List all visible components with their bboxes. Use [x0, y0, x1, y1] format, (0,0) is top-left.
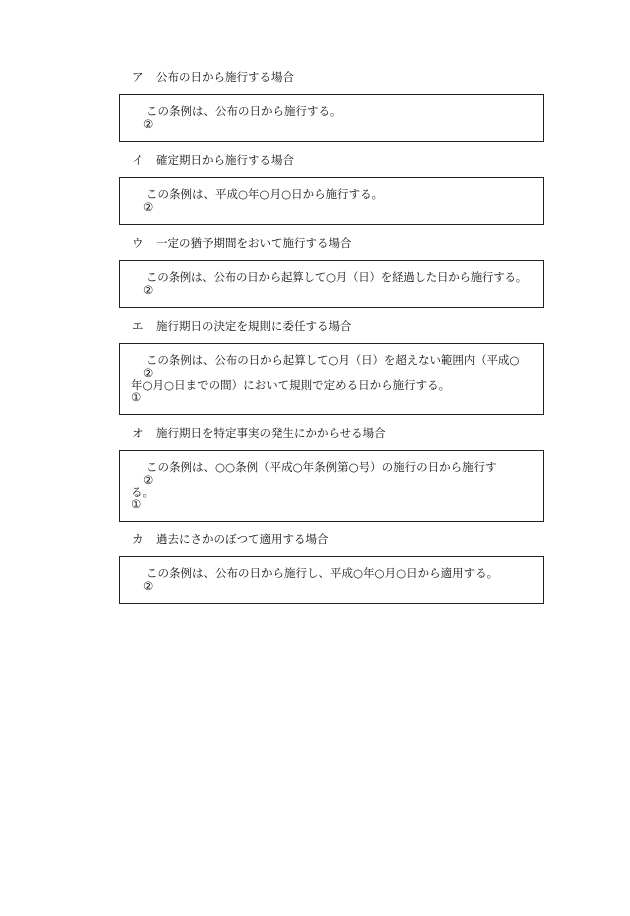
example-line-1: この条例は、平成○年○月○日から施行する。: [146, 187, 384, 201]
footnote-mark: ②: [143, 473, 154, 487]
footnote-mark: ①: [131, 497, 142, 511]
example-line-2: る。: [131, 485, 154, 499]
example-line-1: この条例は、公布の日から起算して○月（日）を経過した日から施行する。: [146, 270, 528, 284]
example-box-a: [119, 94, 544, 142]
example-box-e: [119, 343, 544, 415]
example-line-1: この条例は、公布の日から施行する。: [146, 104, 342, 118]
section-heading-e: [132, 319, 352, 333]
section-heading-i: [132, 153, 294, 167]
example-line-1: この条例は、公布の日から起算して○月（日）を超えない範囲内（平成○: [146, 353, 520, 367]
example-box-ka: [119, 556, 544, 604]
section-label: イ: [132, 153, 144, 167]
footnote-mark: ①: [131, 390, 142, 404]
footnote-mark: ②: [143, 283, 154, 297]
footnote-mark: ②: [143, 200, 154, 214]
footnote-mark: ②: [143, 117, 154, 131]
section-heading-o: [132, 426, 386, 440]
section-title: 施行期日を特定事実の発生にかからせる場合: [156, 426, 386, 440]
section-title: 確定期日から施行する場合: [156, 153, 294, 167]
section-label: オ: [132, 426, 144, 440]
example-line-1: この条例は、公布の日から施行し、平成○年○月○日から適用する。: [146, 566, 499, 580]
section-title: 施行期日の決定を規則に委任する場合: [156, 319, 352, 333]
example-box-i: [119, 177, 544, 225]
example-box-o: [119, 450, 544, 522]
example-line-1: この条例は、○○条例（平成○年条例第○号）の施行の日から施行す: [146, 460, 497, 474]
example-box-u: [119, 260, 544, 308]
section-title: 過去にさかのぼつて適用する場合: [156, 532, 329, 546]
section-heading-u: [132, 236, 352, 250]
example-line-2: 年○月○日までの間）において規則で定める日から施行する。: [131, 378, 451, 392]
section-heading-a: [132, 70, 294, 84]
section-label: エ: [132, 319, 144, 333]
section-label: ウ: [132, 236, 144, 250]
footnote-mark: ②: [143, 366, 154, 380]
section-title: 公布の日から施行する場合: [156, 70, 294, 84]
footnote-mark: ②: [143, 579, 154, 593]
section-heading-ka: [132, 532, 329, 546]
section-label: カ: [132, 532, 144, 546]
section-title: 一定の猶予期間をおいて施行する場合: [156, 236, 352, 250]
section-label: ア: [132, 70, 144, 84]
